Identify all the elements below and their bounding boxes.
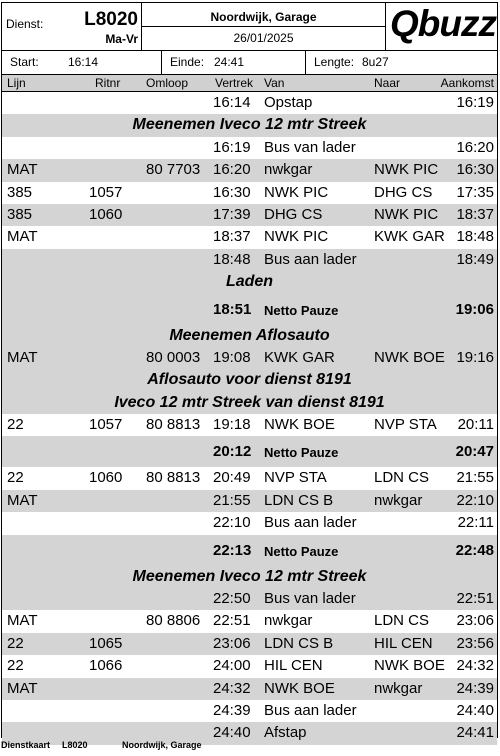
section-title: Meenemen Iveco 12 mtr Streek xyxy=(2,114,497,136)
cell-vertrek: 24:40 xyxy=(213,724,251,742)
cell-vertrek: 22:51 xyxy=(213,612,251,630)
cell-van: LDN CS B xyxy=(264,491,334,509)
cell-van: Netto Pauze xyxy=(264,543,339,559)
cell-naar: NVP STA xyxy=(374,416,437,434)
qbuzz-logo: Qbuzz xyxy=(390,3,496,44)
trip-row xyxy=(2,347,497,369)
cell-ritnr: 1065 xyxy=(89,634,123,652)
trip-row xyxy=(2,159,497,181)
cell-ritnr: 1066 xyxy=(89,657,123,675)
cell-van: nwkgar xyxy=(264,161,313,179)
cell-van: Opstap xyxy=(264,94,313,111)
cell-aankomst: 23:56 xyxy=(456,634,494,652)
cell-van: Netto Pauze xyxy=(264,302,339,318)
dienst-label: Dienst: xyxy=(6,17,44,31)
col-vertrek: Vertrek xyxy=(215,76,254,90)
cell-vertrek: 22:50 xyxy=(213,590,251,608)
cell-aankomst: 22:10 xyxy=(456,491,494,509)
cell-naar: DHG CS xyxy=(374,183,433,201)
cell-ritnr: 1057 xyxy=(89,416,123,434)
start-time: 16:14 xyxy=(68,55,99,69)
cell-van: HIL CEN xyxy=(264,657,323,675)
trip-row xyxy=(2,226,497,248)
cell-lijn: MAT xyxy=(7,612,38,630)
cell-vertrek: 24:00 xyxy=(213,657,251,675)
lengte-cell xyxy=(306,50,497,74)
cell-aankomst: 16:19 xyxy=(456,94,494,111)
cell-van: Afstap xyxy=(264,724,307,742)
lengte-label: Lengte: xyxy=(314,55,355,69)
cell-naar: nwkgar xyxy=(374,679,423,697)
cell-omloop: 80 8813 xyxy=(146,469,201,487)
lengte-value: 8u27 xyxy=(362,55,389,69)
section-title: Meenemen Aflosauto xyxy=(2,325,497,347)
cell-aankomst: 18:37 xyxy=(456,205,494,223)
pause-row xyxy=(2,294,497,325)
cell-vertrek: 24:32 xyxy=(213,679,251,697)
cell-omloop: 80 7703 xyxy=(146,161,201,179)
cell-aankomst: 16:30 xyxy=(456,161,494,179)
cell-aankomst: 16:20 xyxy=(456,138,494,156)
start-label: Start: xyxy=(10,55,39,69)
cell-aankomst: 19:16 xyxy=(456,348,494,366)
col-aankomst: Aankomst xyxy=(440,76,494,90)
cell-van: NWK BOE xyxy=(264,679,335,697)
cell-vertrek: 16:19 xyxy=(213,138,251,156)
cell-ritnr: 1057 xyxy=(89,183,123,201)
location-name: Noordwijk, Garage xyxy=(210,10,317,24)
cell-vertrek: 20:12 xyxy=(213,443,252,461)
cell-lijn: MAT xyxy=(7,228,38,246)
dienstkaart xyxy=(1,2,498,742)
col-naar: Naar xyxy=(374,76,401,90)
col-omloop: Omloop xyxy=(146,76,189,90)
cell-van: NWK PIC xyxy=(264,228,329,246)
trip-row xyxy=(2,512,497,534)
cell-aankomst: 24:32 xyxy=(456,657,494,675)
cell-naar: NWK BOE xyxy=(374,657,445,675)
column-header xyxy=(2,75,497,92)
col-van: Van xyxy=(264,76,285,90)
col-ritnr: Ritnr xyxy=(95,76,121,90)
cell-aankomst: 22:48 xyxy=(455,541,494,559)
cell-van: Bus aan lader xyxy=(264,514,357,532)
cell-vertrek: 18:48 xyxy=(213,250,251,268)
start-cell xyxy=(2,50,162,74)
pause-row xyxy=(2,436,497,467)
trip-row xyxy=(2,588,497,610)
trip-row xyxy=(2,249,497,271)
cell-aankomst: 22:11 xyxy=(457,514,494,532)
footer-location: Noordwijk, Garage xyxy=(122,740,202,750)
trip-list xyxy=(2,92,497,745)
trip-row xyxy=(2,490,497,512)
cell-lijn: 22 xyxy=(7,469,24,487)
location-divider xyxy=(142,26,385,27)
section-title: Laden xyxy=(2,271,497,293)
cell-van: Netto Pauze xyxy=(264,445,339,461)
trip-row xyxy=(2,700,497,722)
cell-naar: LDN CS xyxy=(374,469,430,487)
cell-aankomst: 17:35 xyxy=(456,183,494,201)
cell-lijn: 385 xyxy=(7,183,33,201)
cell-van: NWK BOE xyxy=(264,416,335,434)
cell-naar: NWK BOE xyxy=(374,348,445,366)
cell-ritnr: 1060 xyxy=(89,469,123,487)
cell-aankomst: 18:48 xyxy=(456,228,494,246)
cell-naar: NWK PIC xyxy=(374,161,439,179)
cell-van: nwkgar xyxy=(264,612,313,630)
cell-ritnr: 1060 xyxy=(89,205,123,223)
cell-lijn: 22 xyxy=(7,634,24,652)
einde-time: 24:41 xyxy=(214,55,245,69)
trip-row xyxy=(2,633,497,655)
cell-lijn: MAT xyxy=(7,491,38,509)
dienst-days: Ma-Vr xyxy=(105,32,138,46)
cell-naar: KWK GAR xyxy=(374,228,445,246)
trip-row xyxy=(2,204,497,226)
cell-lijn: MAT xyxy=(7,348,38,366)
footer-label: Dienstkaart xyxy=(1,740,51,750)
location-cell xyxy=(142,3,386,50)
cell-naar: nwkgar xyxy=(374,491,423,509)
cell-lijn: 22 xyxy=(7,416,24,434)
cell-vertrek: 21:55 xyxy=(213,491,251,509)
cell-aankomst: 24:41 xyxy=(456,724,494,742)
cell-vertrek: 24:39 xyxy=(213,701,251,719)
cell-naar: HIL CEN xyxy=(374,634,433,652)
cell-vertrek: 23:06 xyxy=(213,634,251,652)
pause-row xyxy=(2,535,497,566)
cell-aankomst: 20:11 xyxy=(457,416,494,434)
header-top xyxy=(2,3,497,51)
cell-van: Bus van lader xyxy=(264,138,356,156)
logo-cell xyxy=(386,3,497,50)
cell-omloop: 80 0003 xyxy=(146,348,201,366)
trip-row xyxy=(2,678,497,700)
cell-aankomst: 22:51 xyxy=(456,590,494,608)
cell-naar: NWK PIC xyxy=(374,205,439,223)
trip-row xyxy=(2,137,497,159)
einde-label: Einde: xyxy=(170,55,205,69)
cell-vertrek: 22:13 xyxy=(213,541,252,559)
cell-van: Bus van lader xyxy=(264,590,356,608)
cell-vertrek: 20:49 xyxy=(213,469,251,487)
cell-van: NWK PIC xyxy=(264,183,329,201)
cell-vertrek: 16:30 xyxy=(213,183,251,201)
cell-lijn: MAT xyxy=(7,679,38,697)
cell-omloop: 80 8813 xyxy=(146,416,201,434)
trip-row xyxy=(2,655,497,677)
cell-vertrek: 16:20 xyxy=(213,161,251,179)
dienst-cell xyxy=(2,3,142,50)
cell-vertrek: 19:08 xyxy=(213,348,251,366)
service-date: 26/01/2025 xyxy=(233,31,294,45)
cell-vertrek: 18:37 xyxy=(213,228,251,246)
cell-aankomst: 24:40 xyxy=(456,701,494,719)
cell-aankomst: 19:06 xyxy=(455,300,494,318)
footer-dienst: L8020 xyxy=(62,740,88,750)
section-title: Aflosauto voor dienst 8191 xyxy=(2,369,497,391)
cell-naar: LDN CS xyxy=(374,612,430,630)
cell-lijn: 22 xyxy=(7,657,24,675)
cell-aankomst: 21:55 xyxy=(456,469,494,487)
cell-vertrek: 17:39 xyxy=(213,205,251,223)
cell-van: Bus aan lader xyxy=(264,701,357,719)
cell-vertrek: 19:18 xyxy=(213,416,251,434)
trip-row xyxy=(2,92,497,114)
cell-vertrek: 22:10 xyxy=(213,514,251,532)
cell-vertrek: 18:51 xyxy=(213,300,252,318)
cell-van: DHG CS xyxy=(264,205,323,223)
einde-cell xyxy=(162,50,306,74)
cell-van: KWK GAR xyxy=(264,348,335,366)
col-lijn: Lijn xyxy=(7,76,26,90)
trip-row xyxy=(2,182,497,204)
dienst-number: L8020 xyxy=(84,9,138,30)
cell-van: LDN CS B xyxy=(264,634,334,652)
trip-row xyxy=(2,414,497,436)
cell-lijn: MAT xyxy=(7,161,38,179)
trip-row xyxy=(2,467,497,489)
section-title: Meenemen Iveco 12 mtr Streek xyxy=(2,566,497,588)
trip-row xyxy=(2,610,497,632)
cell-vertrek: 16:14 xyxy=(213,94,251,111)
cell-omloop: 80 8806 xyxy=(146,612,201,630)
header-times xyxy=(2,50,497,75)
cell-aankomst: 18:49 xyxy=(456,250,494,268)
cell-lijn: 385 xyxy=(7,205,33,223)
cell-van: NVP STA xyxy=(264,469,327,487)
cell-van: Bus aan lader xyxy=(264,250,357,268)
cell-aankomst: 20:47 xyxy=(455,443,494,461)
cell-aankomst: 24:39 xyxy=(456,679,494,697)
section-title: Iveco 12 mtr Streek van dienst 8191 xyxy=(2,392,497,414)
cell-aankomst: 23:06 xyxy=(456,612,494,630)
